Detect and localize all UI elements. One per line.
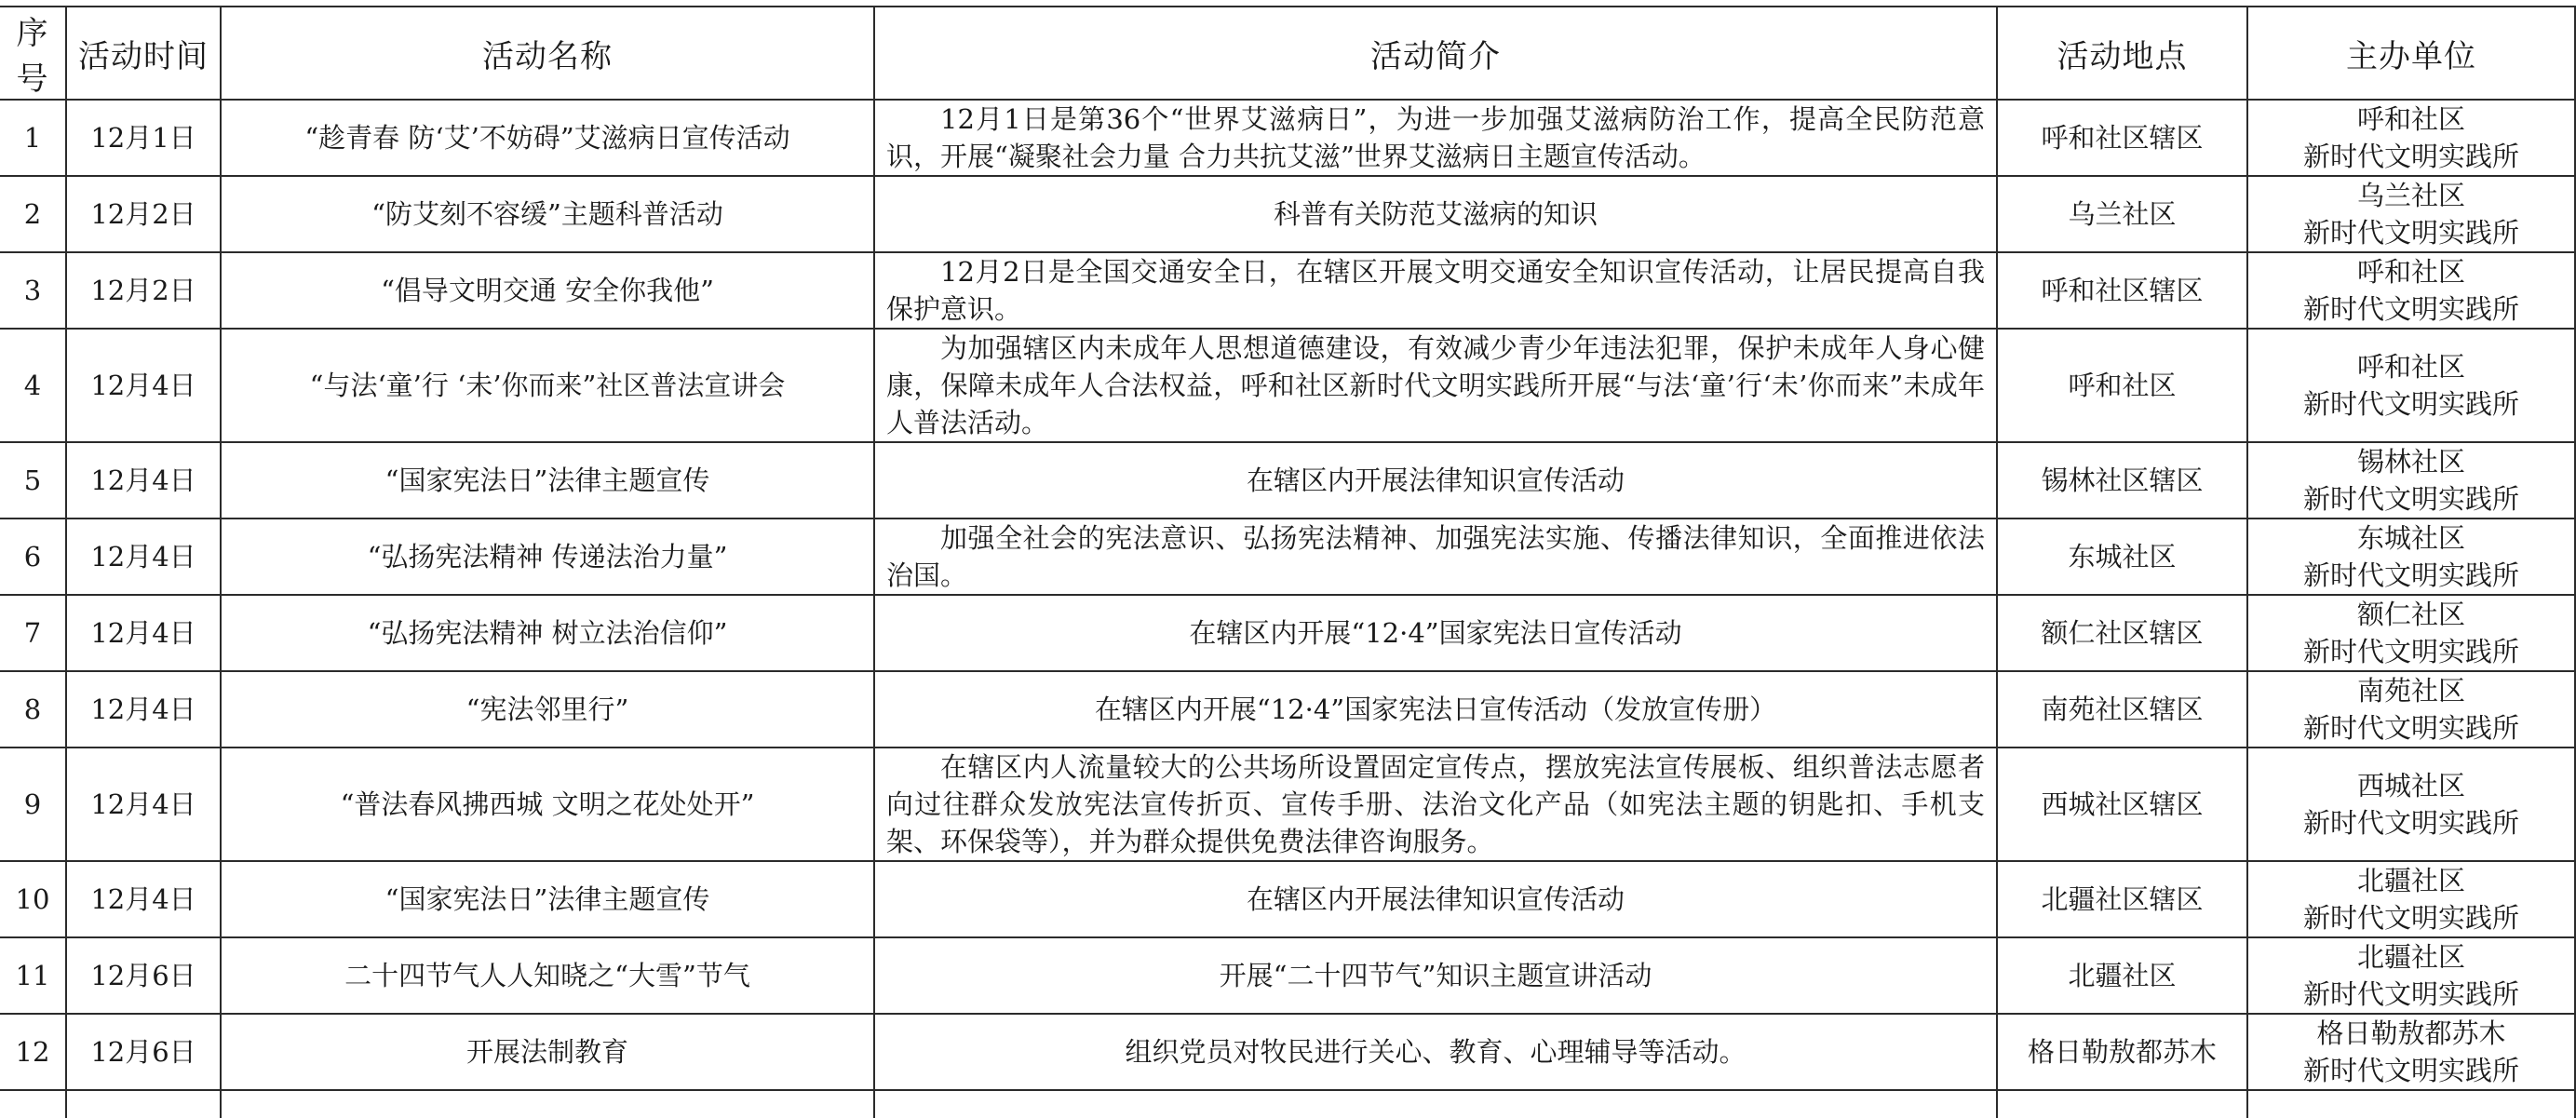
cell-date[interactable]: 12月2日: [66, 252, 221, 329]
cell-empty[interactable]: [66, 1090, 221, 1118]
cell-location[interactable]: 南苑社区辖区: [1997, 671, 2247, 748]
table-row: [0, 519, 2575, 595]
cell-description[interactable]: 在辖区内开展法律知识宣传活动: [874, 861, 1997, 937]
cell-location[interactable]: 北疆社区: [1997, 937, 2247, 1014]
cell-organizer[interactable]: [2247, 595, 2575, 671]
table-row: [0, 100, 2575, 176]
cell-activity-name[interactable]: “国家宪法日”法律主题宣传: [221, 861, 874, 937]
organizer-line: 新时代文明实践所: [2302, 978, 2519, 1010]
cell-date[interactable]: 12月4日: [66, 519, 221, 595]
cell-location[interactable]: 呼和社区: [1997, 329, 2247, 442]
cell-location[interactable]: 北疆社区辖区: [1997, 861, 2247, 937]
header-row: [0, 7, 2575, 100]
organizer-line: 新时代文明实践所: [2302, 902, 2519, 934]
organizer-line: 锡林社区: [2356, 446, 2465, 478]
cell-serial[interactable]: 5: [0, 442, 66, 519]
organizer-line: 新时代文明实践所: [2302, 141, 2519, 172]
cell-location[interactable]: 呼和社区辖区: [1997, 100, 2247, 176]
cell-serial[interactable]: 12: [0, 1014, 66, 1090]
cell-organizer[interactable]: [2247, 252, 2575, 329]
organizer-line: 南苑社区: [2356, 675, 2465, 707]
organizer-line: 新时代文明实践所: [2302, 1055, 2519, 1086]
organizer-line: 呼和社区: [2356, 351, 2465, 383]
table-row: [0, 595, 2575, 671]
organizer-line: 呼和社区: [2356, 103, 2465, 135]
organizer-line: 新时代文明实践所: [2302, 293, 2519, 325]
cell-activity-name[interactable]: “弘扬宪法精神 传递法治力量”: [221, 519, 874, 595]
cell-organizer[interactable]: [2247, 861, 2575, 937]
cell-date[interactable]: 12月4日: [66, 861, 221, 937]
header-description[interactable]: 活动简介: [874, 7, 1997, 100]
table-row: [0, 861, 2575, 937]
cell-location[interactable]: 乌兰社区: [1997, 176, 2247, 252]
cell-empty[interactable]: [221, 1090, 874, 1118]
cell-location[interactable]: 东城社区: [1997, 519, 2247, 595]
cell-location[interactable]: 西城社区辖区: [1997, 748, 2247, 861]
table-row: [0, 329, 2575, 442]
cell-description[interactable]: 12月1日是第36个“世界艾滋病日”，为进一步加强艾滋病防治工作，提高全民防范意识，开展“凝聚社会力量 合力共抗艾滋”世界艾滋病日主题宣传活动。: [874, 100, 1997, 176]
organizer-line: 新时代文明实践所: [2302, 807, 2519, 839]
organizer-line: 额仁社区: [2356, 599, 2465, 630]
cell-location[interactable]: 额仁社区辖区: [1997, 595, 2247, 671]
cell-date[interactable]: 12月4日: [66, 748, 221, 861]
cell-organizer[interactable]: [2247, 671, 2575, 748]
cell-activity-name[interactable]: “普法春风拂西城 文明之花处处开”: [221, 748, 874, 861]
cell-date[interactable]: 12月1日: [66, 100, 221, 176]
organizer-line: 新时代文明实践所: [2302, 483, 2519, 515]
table-row: [0, 442, 2575, 519]
cell-serial[interactable]: 9: [0, 748, 66, 861]
cell-description[interactable]: 为加强辖区内未成年人思想道德建设，有效减少青少年违法犯罪，保护未成年人身心健康，保障未成年人合法权益，呼和社区新时代文明实践所开展“与法‘童’行‘未’你而来”未成年人普法活动。: [874, 329, 1997, 442]
header-name[interactable]: 活动名称: [221, 7, 874, 100]
organizer-line: 新时代文明实践所: [2302, 217, 2519, 249]
organizer-line: 乌兰社区: [2356, 180, 2465, 211]
cell-activity-name[interactable]: “防艾刻不容缓”主题科普活动: [221, 176, 874, 252]
cell-empty[interactable]: [2247, 1090, 2575, 1118]
organizer-line: 格日勒敖都苏木: [2316, 1017, 2506, 1049]
cell-description[interactable]: 在辖区内开展“12·4”国家宪法日宣传活动（发放宣传册）: [874, 671, 1997, 748]
cell-description[interactable]: 12月2日是全国交通安全日，在辖区开展文明交通安全知识宣传活动，让居民提高自我保护意识。: [874, 252, 1997, 329]
cell-date[interactable]: 12月6日: [66, 1014, 221, 1090]
cell-activity-name[interactable]: “倡导文明交通 安全你我他”: [221, 252, 874, 329]
header-organizer[interactable]: 主办单位: [2247, 7, 2575, 100]
cell-date[interactable]: 12月4日: [66, 671, 221, 748]
cell-date[interactable]: 12月2日: [66, 176, 221, 252]
cell-description[interactable]: 加强全社会的宪法意识、弘扬宪法精神、加强宪法实施、传播法律知识，全面推进依法治国。: [874, 519, 1997, 595]
cell-description[interactable]: 开展“二十四节气”知识主题宣讲活动: [874, 937, 1997, 1014]
cell-description[interactable]: 组织党员对牧民进行关心、教育、心理辅导等活动。: [874, 1014, 1997, 1090]
cell-organizer[interactable]: [2247, 329, 2575, 442]
cell-activity-name[interactable]: “宪法邻里行”: [221, 671, 874, 748]
cell-date[interactable]: 12月4日: [66, 329, 221, 442]
cell-date[interactable]: 12月6日: [66, 937, 221, 1014]
table-row: [0, 176, 2575, 252]
activity-table: [0, 6, 2576, 1118]
table-row: [0, 748, 2575, 861]
cell-serial[interactable]: 4: [0, 329, 66, 442]
cell-empty[interactable]: [0, 1090, 66, 1118]
cell-serial[interactable]: 7: [0, 595, 66, 671]
cell-organizer[interactable]: [2247, 100, 2575, 176]
cell-empty[interactable]: [1997, 1090, 2247, 1118]
cell-activity-name[interactable]: “弘扬宪法精神 树立法治信仰”: [221, 595, 874, 671]
cell-organizer[interactable]: [2247, 176, 2575, 252]
cell-date[interactable]: 12月4日: [66, 595, 221, 671]
cell-activity-name[interactable]: “与法‘童’行 ‘未’你而来”社区普法宣讲会: [221, 329, 874, 442]
cell-serial[interactable]: 11: [0, 937, 66, 1014]
cell-description[interactable]: 在辖区内开展“12·4”国家宪法日宣传活动: [874, 595, 1997, 671]
organizer-line: 新时代文明实践所: [2302, 388, 2519, 420]
table-row: [0, 937, 2575, 1014]
cell-organizer[interactable]: [2247, 1014, 2575, 1090]
organizer-line: 新时代文明实践所: [2302, 559, 2519, 591]
header-location[interactable]: 活动地点: [1997, 7, 2247, 100]
header-serial[interactable]: 序号: [0, 7, 66, 100]
table-row: [0, 1014, 2575, 1090]
cell-organizer[interactable]: [2247, 748, 2575, 861]
cell-empty[interactable]: [874, 1090, 1997, 1118]
cell-organizer[interactable]: [2247, 442, 2575, 519]
organizer-line: 呼和社区: [2356, 256, 2465, 288]
organizer-line: 东城社区: [2356, 522, 2465, 554]
cell-activity-name[interactable]: 二十四节气人人知晓之“大雪”节气: [221, 937, 874, 1014]
cell-date[interactable]: 12月4日: [66, 442, 221, 519]
cell-serial[interactable]: 2: [0, 176, 66, 252]
cell-serial[interactable]: 1: [0, 100, 66, 176]
cell-location[interactable]: 格日勒敖都苏木: [1997, 1014, 2247, 1090]
organizer-line: 新时代文明实践所: [2302, 636, 2519, 667]
cell-activity-name[interactable]: “国家宪法日”法律主题宣传: [221, 442, 874, 519]
cell-location[interactable]: 呼和社区辖区: [1997, 252, 2247, 329]
header-date[interactable]: 活动时间: [66, 7, 221, 100]
table-row: [0, 671, 2575, 748]
organizer-line: 新时代文明实践所: [2302, 712, 2519, 744]
table-row-partial: [0, 1090, 2575, 1118]
cell-description[interactable]: 在辖区内开展法律知识宣传活动: [874, 442, 1997, 519]
cell-description[interactable]: 在辖区内人流量较大的公共场所设置固定宣传点，摆放宪法宣传展板、组织普法志愿者向过往群众发放宪法宣传折页、宣传手册、法治文化产品（如宪法主题的钥匙扣、手机支架、环保袋等），并为群众提供免费法律咨询服务。: [874, 748, 1997, 861]
organizer-line: 西城社区: [2356, 770, 2465, 801]
table-row: [0, 252, 2575, 329]
cell-activity-name[interactable]: “趁青春 防‘艾’不妨碍”艾滋病日宣传活动: [221, 100, 874, 176]
cell-organizer[interactable]: [2247, 519, 2575, 595]
cell-organizer[interactable]: [2247, 937, 2575, 1014]
cell-activity-name[interactable]: 开展法制教育: [221, 1014, 874, 1090]
organizer-line: 北疆社区: [2356, 941, 2465, 973]
cell-serial[interactable]: 8: [0, 671, 66, 748]
cell-serial[interactable]: 3: [0, 252, 66, 329]
cell-location[interactable]: 锡林社区辖区: [1997, 442, 2247, 519]
cell-serial[interactable]: 10: [0, 861, 66, 937]
organizer-line: 北疆社区: [2356, 865, 2465, 896]
cell-description[interactable]: 科普有关防范艾滋病的知识: [874, 176, 1997, 252]
cell-serial[interactable]: 6: [0, 519, 66, 595]
